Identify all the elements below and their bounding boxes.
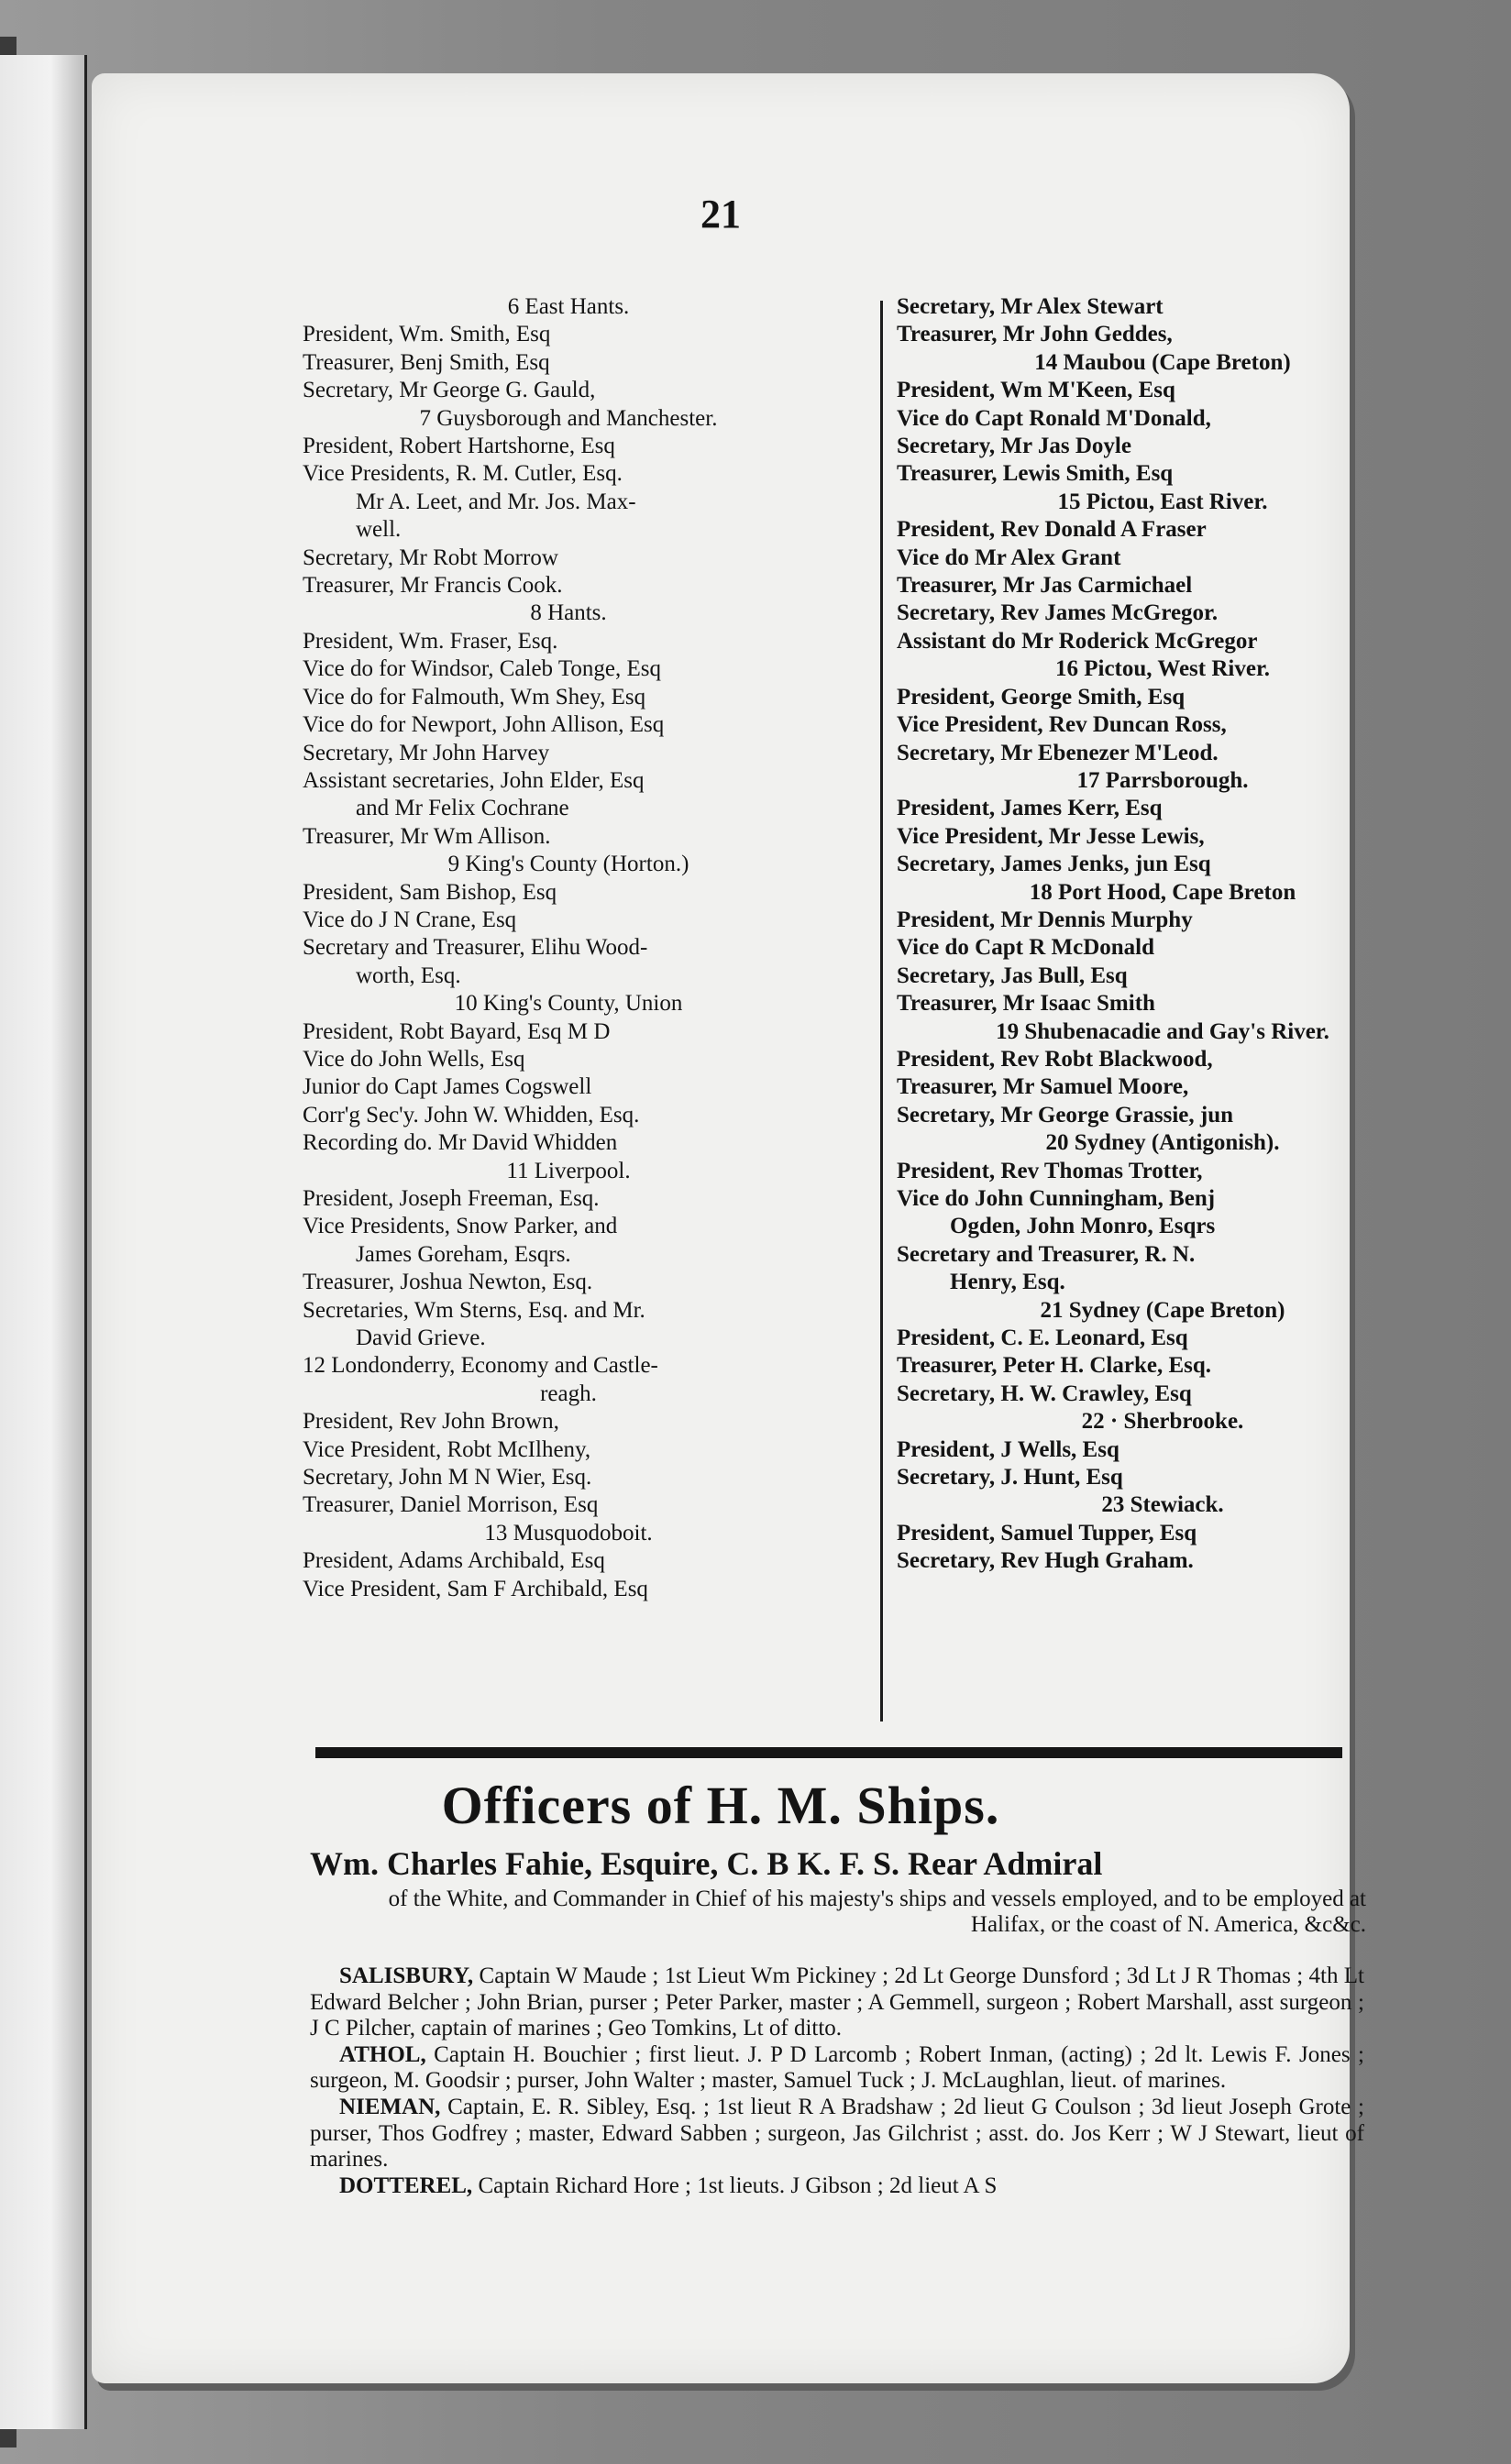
- listing-line: President, Rev Donald A Fraser: [897, 517, 1207, 543]
- listing-line: Secretary, John M N Wier, Esq.: [303, 1465, 592, 1490]
- listing-line: Vice President, Mr Jesse Lewis,: [897, 823, 1205, 849]
- listing-line: Secretary, Mr Ebenezer M'Leod.: [897, 740, 1219, 765]
- listing-line: James Goreham, Esqrs.: [356, 1241, 571, 1267]
- listing-line: and Mr Felix Cochrane: [356, 796, 569, 821]
- society-heading: 11 Liverpool.: [506, 1158, 631, 1183]
- listing-line: Treasurer, Mr Samuel Moore,: [897, 1074, 1189, 1100]
- listing-line: President, Wm M'Keen, Esq: [897, 378, 1175, 403]
- listing-line: Treasurer, Benj Smith, Esq: [303, 349, 550, 375]
- listing-line: President, James Kerr, Esq: [897, 796, 1163, 821]
- listing-line: worth, Esq.: [356, 962, 461, 988]
- admiral-line: Wm. Charles Fahie, Esquire, C. B K. F. S. Rear Admiral: [310, 1845, 1103, 1882]
- ship-officers: Captain Richard Hore ; 1st lieuts. J Gibson ; 2d lieut A S: [472, 2172, 998, 2198]
- listing-line: Secretary, James Jenks, jun Esq: [897, 852, 1211, 877]
- listing-line: President, Robert Hartshorne, Esq: [303, 434, 615, 459]
- almanac-page: [92, 73, 1366, 2383]
- listing-line: Vice do John Cunningham, Benj: [897, 1186, 1216, 1211]
- listing-line: Treasurer, Mr Wm Allison.: [303, 823, 551, 849]
- society-heading: 15 Pictou, East River.: [1057, 489, 1268, 514]
- listing-line: Secretary and Treasurer, Elihu Wood-: [303, 935, 648, 961]
- society-heading: 14 Maubou (Cape Breton): [1034, 349, 1291, 375]
- listing-line: Assistant secretaries, John Elder, Esq: [303, 767, 645, 793]
- listing-line: Vice do John Wells, Esq: [303, 1046, 525, 1072]
- listing-line: Secretary, Mr Robt Morrow: [303, 544, 558, 570]
- listing-line: President, Rev John Brown,: [303, 1409, 559, 1435]
- ship-name: ATHOL,: [339, 2041, 426, 2067]
- listing-line: Treasurer, Mr Francis Cook.: [303, 573, 563, 599]
- page-number: 21: [700, 192, 741, 236]
- listing-line: Vice President, Robt McIlheny,: [303, 1436, 591, 1462]
- society-heading: 23 Stewiack.: [1101, 1492, 1224, 1518]
- listing-line: Junior do Capt James Cogswell: [303, 1074, 592, 1100]
- listing-line: Secretary, Jas Bull, Esq: [897, 962, 1128, 988]
- society-heading: 17 Parrsborough.: [1076, 767, 1249, 793]
- ship-officers: Captain H. Bouchier ; first lieut. J. P D Larcomb ; Robert Inman, (acting) ; 2d lt. Lewis F. Jones ; surgeon, M. Goodsir ; purser, John Walter ; master, Samuel Tuck ; J. McLaughlan, lieut. of marines.: [310, 2041, 1364, 2094]
- listing-line: Mr A. Leet, and Mr. Jos. Max-: [356, 489, 636, 514]
- listing-line: Vice do for Windsor, Caleb Tonge, Esq: [303, 656, 661, 682]
- listing-line: well.: [356, 517, 402, 543]
- listing-line: President, C. E. Leonard, Esq: [897, 1326, 1188, 1351]
- listing-line: President, Joseph Freeman, Esq.: [303, 1186, 600, 1211]
- society-heading: 19 Shubenacadie and Gay's River.: [996, 1018, 1329, 1044]
- ship-name: SALISBURY,: [339, 1964, 474, 1988]
- ships-listing: [310, 1964, 1364, 2199]
- society-heading: 8 Hants.: [530, 600, 607, 626]
- listing-line: Assistant do Mr Roderick McGregor: [897, 628, 1258, 654]
- listing-line: Secretary, Mr George Grassie, jun: [897, 1102, 1234, 1128]
- ship-entry: [310, 2173, 1364, 2200]
- society-heading: 21 Sydney (Cape Breton): [1040, 1297, 1285, 1323]
- listing-line: Secretary and Treasurer, R. N.: [897, 1241, 1196, 1267]
- society-heading: 6 East Hants.: [507, 294, 630, 319]
- ship-officers: Captain, E. R. Sibley, Esq. ; 1st lieut R A Bradshaw ; 2d lieut G Coulson ; 3d lieut Joseph Grote ; purser, Thos Godfrey ; master, Edward Sabben ; surgeon, Jas Gilchrist ; asst. do. Jos Kerr ; W J Stewart, lieut of marines.: [310, 2094, 1364, 2172]
- listing-line: Treasurer, Joshua Newton, Esq.: [303, 1270, 593, 1295]
- listing-line: Secretary, Mr George G. Gauld,: [303, 378, 596, 403]
- society-heading: 9 King's County (Horton.): [447, 852, 689, 877]
- listing-line: Treasurer, Daniel Morrison, Esq: [303, 1492, 599, 1518]
- listing-line: Treasurer, Mr Jas Carmichael: [897, 573, 1193, 599]
- listing-line: President, Sam Bishop, Esq: [303, 879, 557, 905]
- listing-line: reagh.: [540, 1380, 597, 1406]
- listing-line: Secretary, Rev Hugh Graham.: [897, 1548, 1194, 1574]
- listing-line: Vice do for Falmouth, Wm Shey, Esq: [303, 684, 646, 710]
- listing-line: Treasurer, Peter H. Clarke, Esq.: [897, 1353, 1212, 1379]
- listing-line: Treasurer, Lewis Smith, Esq: [897, 461, 1174, 487]
- listing-line: President, Samuel Tupper, Esq: [897, 1520, 1197, 1546]
- listing-line: President, Adams Archibald, Esq: [303, 1548, 605, 1574]
- listing-line: President, Rev Robt Blackwood,: [897, 1046, 1213, 1072]
- listing-line: Secretary, Rev James McGregor.: [897, 600, 1219, 626]
- column-divider: [880, 301, 883, 1722]
- listing-line: Vice do Mr Alex Grant: [897, 544, 1121, 570]
- listing-line: President, George Smith, Esq: [897, 684, 1186, 710]
- previous-page-edge: [0, 55, 87, 2429]
- listing-line: President, J Wells, Esq: [897, 1436, 1119, 1462]
- listing-line: Vice do Capt R McDonald: [897, 935, 1155, 961]
- listing-line: Ogden, John Monro, Esqrs: [950, 1214, 1216, 1239]
- right-column: [897, 293, 1392, 1576]
- listing-line: Secretary, Mr Alex Stewart: [897, 294, 1164, 319]
- listing-line: Vice do for Newport, John Allison, Esq: [303, 712, 665, 738]
- listing-line: Recording do. Mr David Whidden: [303, 1130, 618, 1156]
- listing-line: Treasurer, Mr John Geddes,: [897, 322, 1173, 347]
- society-heading: 13 Musquodoboit.: [484, 1520, 653, 1546]
- ship-name: DOTTEREL,: [339, 2172, 473, 2198]
- listing-line: Secretary, Mr John Harvey: [303, 740, 550, 765]
- ship-entry: [310, 2095, 1364, 2173]
- society-heading: 20 Sydney (Antigonish).: [1045, 1130, 1280, 1156]
- listing-line: Vice do J N Crane, Esq: [303, 907, 517, 932]
- listing-line: Henry, Esq.: [950, 1270, 1065, 1295]
- admiral-description: of the White, and Commander in Chief of his majesty's ships and vessels employed, and to be employed at Halifax, or the coast of N. America, &c&c.: [388, 1886, 1366, 1938]
- listing-line: David Grieve.: [356, 1326, 486, 1351]
- society-heading: 22 · Sherbrooke.: [1081, 1409, 1244, 1435]
- ship-entry: [310, 2042, 1364, 2095]
- ship-name: NIEMAN,: [339, 2094, 441, 2119]
- section-rule: [315, 1747, 1342, 1758]
- listing-line: President, Mr Dennis Murphy: [897, 907, 1193, 932]
- listing-line: Vice Presidents, Snow Parker, and: [303, 1214, 618, 1239]
- ship-entry: [310, 1964, 1364, 2042]
- left-column: [303, 293, 798, 1603]
- listing-line: Vice President, Sam F Archibald, Esq: [303, 1576, 648, 1601]
- listing-line: Vice Presidents, R. M. Cutler, Esq.: [303, 461, 623, 487]
- society-listings: [303, 293, 1366, 1742]
- listing-line: President, Rev Thomas Trotter,: [897, 1158, 1203, 1183]
- society-heading: 18 Port Hood, Cape Breton: [1029, 879, 1296, 905]
- officers-title: Officers of H. M. Ships.: [441, 1776, 1000, 1835]
- listing-line: Vice do Capt Ronald M'Donald,: [897, 405, 1211, 431]
- listing-line: President, Wm. Smith, Esq: [303, 322, 551, 347]
- listing-line: Secretary, H. W. Crawley, Esq: [897, 1380, 1192, 1406]
- listing-line: Secretaries, Wm Sterns, Esq. and Mr.: [303, 1297, 645, 1323]
- listing-line: Corr'g Sec'y. John W. Whidden, Esq.: [303, 1102, 640, 1128]
- society-heading: 10 King's County, Union: [454, 991, 683, 1017]
- listing-line: 12 Londonderry, Economy and Castle-: [303, 1353, 658, 1379]
- ship-officers: Captain W Maude ; 1st Lieut Wm Pickiney ; 2d Lt George Dunsford ; 3d Lt J R Thomas ; 4th Lt Edward Belcher ; John Brian, purser ; Peter Parker, master ; A Gemmell, surgeon ; Robert Marshall, asst surgeon ; J C Pilcher, captain of marines ; Geo Tomkins, Lt of ditto.: [310, 1964, 1364, 2041]
- society-heading: 16 Pictou, West River.: [1054, 656, 1270, 682]
- listing-line: Secretary, Mr Jas Doyle: [897, 434, 1131, 459]
- listing-line: Treasurer, Mr Isaac Smith: [897, 991, 1155, 1017]
- listing-line: President, Wm. Fraser, Esq.: [303, 628, 558, 654]
- listing-line: Vice President, Rev Duncan Ross,: [897, 712, 1227, 738]
- listing-line: President, Robt Bayard, Esq M D: [303, 1018, 611, 1044]
- listing-line: Secretary, J. Hunt, Esq: [897, 1465, 1123, 1490]
- society-heading: 7 Guysborough and Manchester.: [419, 405, 718, 431]
